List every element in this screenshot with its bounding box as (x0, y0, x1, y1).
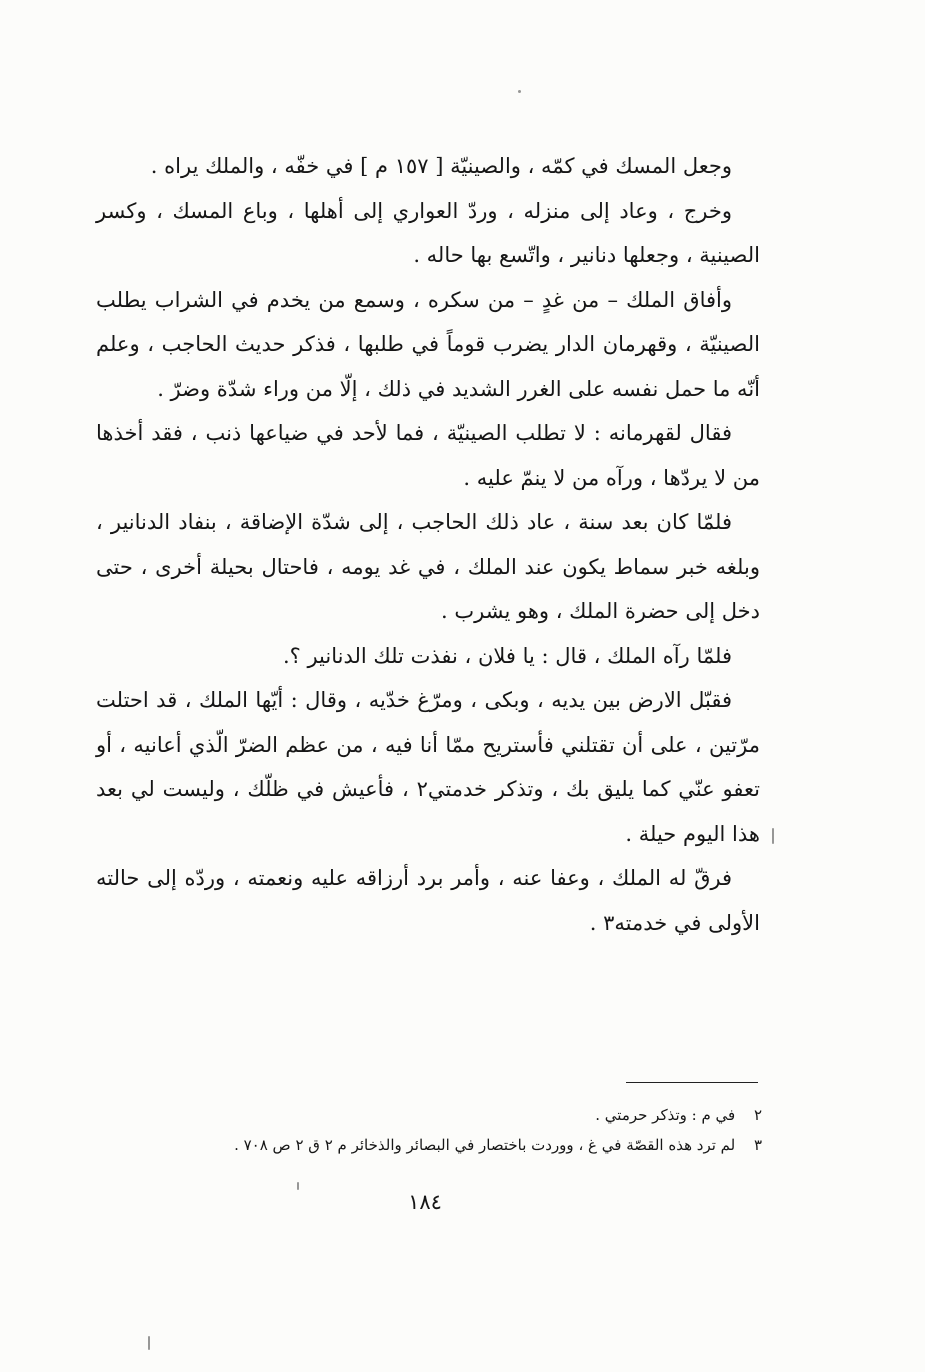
paragraph: فلمّا رآه الملك ، قال : يا فلان ، نفذت تلك الدنانير ؟. (282, 643, 732, 668)
paragraph: فرقّ له الملك ، وعفا عنه ، وأمر برد أرزاقه عليه ونعمته ، وردّه إلى حالته الأولى في خدمته٣ . (96, 866, 760, 935)
main-text (96, 144, 760, 945)
footnotes (150, 1100, 762, 1160)
scan-speck (297, 1182, 299, 1190)
footnote-divider (626, 1082, 758, 1083)
footnote-number: ٣ (753, 1136, 762, 1154)
scan-speck (518, 90, 521, 93)
paragraph: وخرج ، وعاد إلى منزله ، وردّ العواري إلى أهلها ، وباع المسك ، وكسر الصينية ، وجعلها دنانير ، واتّسع بها حاله . (96, 198, 760, 267)
footnote (150, 1130, 762, 1160)
paragraph: فلمّا كان بعد سنة ، عاد ذلك الحاجب ، إلى شدّة الإضاقة ، بنفاد الدنانير ، وبلغه خبر سماط يكون عند الملك ، في غد يومه ، فاحتال بحيلة أخرى ، حتى دخل إلى حضرة الملك ، وهو يشرب . (96, 510, 760, 623)
footnote-text: في م : وتذكر حرمتي . (595, 1106, 736, 1124)
footnote (150, 1100, 762, 1130)
scan-speck (772, 828, 774, 844)
paragraph: فقال لقهرمانه : لا تطلب الصينيّة ، فما لأحد في ضياعها ذنب ، فقد أخذها من لا يردّها ، ورآه من لا ينمّ عليه . (96, 421, 760, 490)
paragraph: وجعل المسك في كمّه ، والصينيّة [ ١٥٧ م ] في خفّه ، والملك يراه . (150, 154, 732, 178)
paragraph: وأفاق الملك – من غدٍ – من سكره ، وسمع من يخدم في الشراب يطلب الصينيّة ، وقهرمان الدار يضرب قوماً في طلبها ، فذكر حديث الحاجب ، وعلم أنّه ما حمل نفسه على الغرر الشديد في ذلك ، إلّا من وراء شدّة وضرّ . (96, 287, 760, 401)
footnote-number: ٢ (753, 1106, 762, 1124)
paragraph: فقبّل الارض بين يديه ، وبكى ، ومرّغ خدّيه ، وقال : أيّها الملك ، قد احتلت مرّتين ، على أن تقتلني فأستريح ممّا أنا فيه ، من عظم الضرّ الّذي أعانيه ، أو تعفو عنّي كما يليق بك ، وتذكر خدمتي٢ ، فأعيش في ظلّك ، وليست لي بعد هذا اليوم حيلة . (96, 688, 760, 846)
footnote-text: لم ترد هذه القصّة في غ ، ووردت باختصار في البصائر والذخائر م ٢ ق ٢ ص ٧٠٨ . (234, 1136, 736, 1154)
scan-speck (148, 1336, 150, 1350)
page-number: ١٨٤ (408, 1190, 442, 1214)
